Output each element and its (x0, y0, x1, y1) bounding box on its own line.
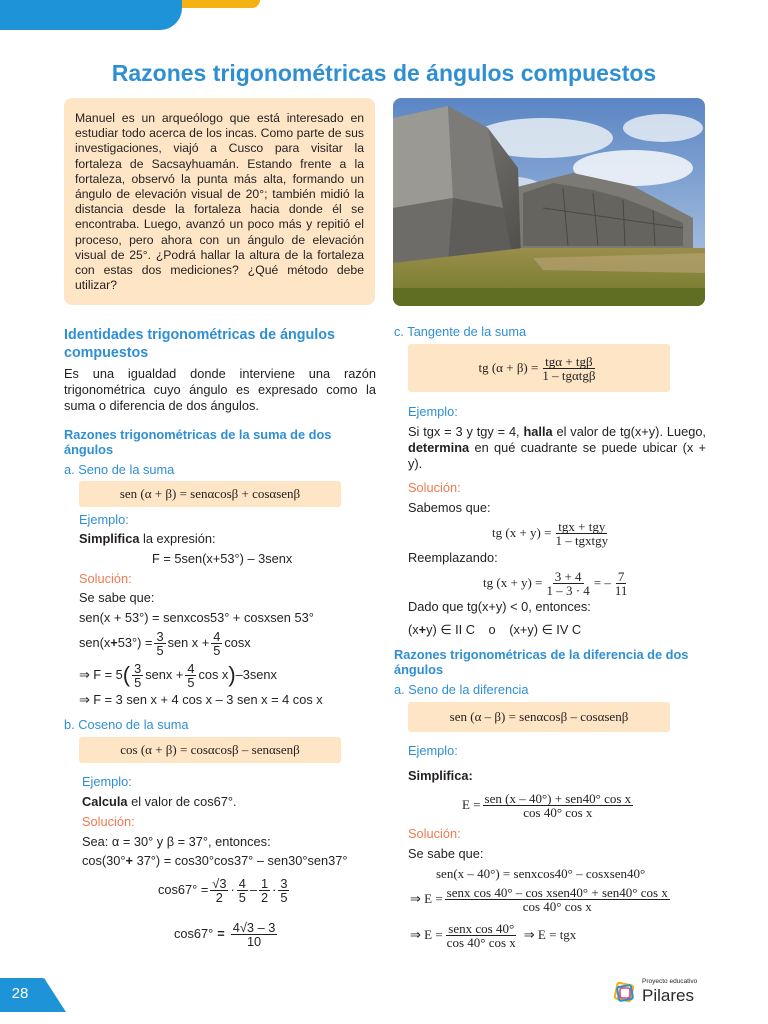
frac-tg (540, 355, 597, 382)
cuad-c: (x+y) ∈ IV C (509, 622, 582, 637)
dado-line: Dado que tg(x+y) < 0, entonces: (408, 599, 591, 614)
E1-line (410, 882, 672, 916)
reemplazando-label: Reemplazando: (408, 550, 498, 565)
intro-text: Manuel es un arqueólogo que está interesado en estudiar todo acerca de los incas. Como parte de sus investigaciones, viajó a Cusco para visitar la fortaleza de Sacsayhuamán. Estando frente a la fortaleza, observó la punta más alta, formando un ángulo de elevación visual de 20°; también midió la distancia desde la fortaleza hacia donde él se encontraba. Luego, avanzó un poco más y repitió el proceso, pero ahora con un ángulo de elevación visual de 25°. ¿Podrá hallar la altura de la fortaleza con estas dos mediciones? ¿Qué método debe utilizar? (75, 111, 364, 293)
l2-plus: + (110, 635, 118, 650)
page-title: Razones trigonométricas de ángulos compuestos (111, 60, 657, 86)
num: 3 (134, 660, 142, 676)
formula-seno-suma (79, 481, 341, 507)
identity-line-1: sen(x + 53°) = senxcos53° + cosxsen 53° (79, 610, 314, 625)
identity-line-3 (79, 659, 277, 691)
frac-3-5b (132, 662, 143, 689)
num: senx cos 40° – cos xsen40° + sen40° cos x (446, 884, 668, 900)
num: 1 (260, 875, 269, 891)
l3-a: ⇒ F = 5 (79, 667, 123, 682)
frac-sqrt3-2 (210, 877, 228, 904)
dot: · (272, 882, 277, 897)
cos-a: cos(30° (82, 853, 126, 868)
l2-c: sen x + (167, 635, 210, 650)
cuadrante-line (408, 622, 581, 638)
paragraph-igualdad: Es una igualdad donde interviene una razón trigonométrica cuyo ángulo es expresado como la suma o diferencia de dos ángulos. (64, 366, 376, 413)
eq: = (217, 926, 225, 941)
frac-4-5c (237, 877, 248, 904)
minus: – (249, 882, 257, 897)
E-definition (462, 788, 635, 822)
reemplazo-lhs: tg (x + y) = (483, 575, 543, 590)
sea-line: Sea: α = 30° y β = 37°, entonces: (82, 834, 271, 849)
item-b-label (64, 717, 189, 733)
intro-box (64, 98, 375, 305)
num: 3 + 4 (554, 568, 582, 584)
cuad-plus: + (418, 622, 427, 637)
simplifica-line (79, 531, 216, 547)
solucion-c-label: Solución: (408, 480, 461, 495)
frac-E1 (445, 886, 670, 913)
expression-F: F = 5sen(x+53°) – 3senx (152, 551, 293, 566)
calcula-line (82, 794, 237, 810)
item-c-letter: c. (394, 324, 404, 339)
solucion-b-label: Solución: (82, 814, 135, 829)
num: sen (x – 40°) + sen40° cos x (484, 790, 632, 806)
frac-3-5c (278, 877, 289, 904)
den: 1 – 3 · 4 (546, 582, 590, 598)
den: 5 (238, 889, 246, 905)
cos67-line (158, 872, 291, 908)
num: 3 (280, 875, 288, 891)
item-a-dif-label (394, 682, 528, 698)
den: 5 (213, 642, 221, 658)
E-lhs: E = (462, 797, 481, 812)
si-paragraph (408, 424, 706, 472)
top-accent-blue (0, 0, 182, 30)
calcula-rest: el valor de cos67°. (127, 794, 237, 809)
num: 4 (187, 660, 195, 676)
cuad-o: o (488, 622, 496, 637)
simplifica-bold: Simplifica (79, 531, 140, 546)
heading-diferencia: Razones trigonométricas de la diferencia de dos ángulos (394, 647, 689, 677)
frac-4-5b (185, 662, 196, 689)
cos67-lhs: cos67° = (158, 882, 209, 897)
frac-tgxy (553, 520, 610, 547)
si-c: en qué cuadrante se puede ubicar (x + y). (408, 440, 706, 471)
tg-sum-line (492, 516, 612, 550)
identity-line-2 (79, 628, 251, 658)
fortress-photo (393, 98, 705, 306)
simplifica-dif: Simplifica: (408, 768, 473, 783)
den: 5 (134, 674, 142, 690)
formula-coseno-suma (79, 737, 341, 763)
formula-seno-diferencia (408, 702, 670, 732)
pilares-logo (612, 976, 722, 1012)
item-b-letter: b. (64, 717, 75, 732)
item-a-dif-letter: a. (394, 682, 405, 697)
si-b: el valor de tg(x+y). Luego, (552, 424, 706, 439)
den: cos 40° cos x (446, 934, 516, 950)
determina: determina (408, 440, 470, 455)
item-c-title: Tangente de la suma (407, 324, 527, 339)
cos67-result (174, 916, 279, 952)
page-tab-slant (44, 978, 66, 1012)
pilares-logo-icon (612, 980, 638, 1006)
num: 4 (238, 875, 246, 891)
den: 11 (614, 582, 628, 598)
den: 5 (280, 889, 288, 905)
formula-coseno-suma-text: cos (α + β) = cosαcosβ – senαsenβ (120, 742, 300, 757)
paren-open: ( (122, 662, 131, 687)
l3-c: cos x (198, 667, 229, 682)
frac-3p4 (544, 570, 591, 597)
cos-sum-line (82, 853, 348, 869)
l2-b: 53°) = (117, 635, 153, 650)
frac-1-2 (259, 877, 270, 904)
l3-d: –3senx (235, 667, 277, 682)
E2-lhs: ⇒ E = (410, 927, 443, 942)
dot: · (230, 882, 235, 897)
cuad-b: y) ∈ II C (426, 622, 475, 637)
den: 5 (156, 642, 164, 658)
num: 4√3 – 3 (232, 919, 276, 935)
frac-4-5 (211, 630, 222, 657)
den: 1 – tgαtgβ (542, 367, 596, 383)
brand-small: Proyecto educativo (642, 978, 698, 985)
den: 5 (187, 674, 195, 690)
formula-tangente-suma (408, 344, 670, 392)
ejemplo-b-label: Ejemplo: (82, 774, 132, 789)
dif-identity-line: sen(x – 40°) = senxcos40° – cosxsen40° (436, 866, 646, 881)
den: cos 40° cos x (523, 804, 593, 820)
num: 3 (156, 628, 164, 644)
num: tgx + tgy (558, 518, 606, 534)
identity-line-4: ⇒ F = 3 sen x + 4 cos x – 3 sen x = 4 cos x (79, 692, 323, 707)
item-c-label (394, 324, 526, 340)
reemplazo-line (483, 566, 631, 600)
l2-a: sen(x (79, 635, 111, 650)
ejemplo-c-label: Ejemplo: (408, 404, 458, 419)
den: 10 (246, 933, 262, 949)
item-a-title: Seno de la suma (78, 462, 175, 477)
num: senx cos 40° (448, 920, 515, 936)
se-sabe-label: Se sabe que: (79, 590, 155, 605)
num: 4 (213, 628, 221, 644)
E2-line (410, 918, 576, 952)
frac-7-11 (613, 570, 630, 597)
heading-identidades: Identidades trigonométricas de ángulos compuestos (64, 327, 335, 361)
paren-close: ) (228, 662, 236, 687)
cos-b: 37°) = cos30°cos37° – sen30°sen37° (133, 853, 348, 868)
cuad-a: (x (408, 622, 419, 637)
ejemplo-label: Ejemplo: (79, 512, 129, 527)
frac-result (231, 921, 278, 948)
l2-d: cosx (224, 635, 251, 650)
num: tgα + tgβ (545, 353, 593, 369)
den: 2 (260, 889, 269, 905)
solucion-label: Solución: (79, 571, 132, 586)
eq-minus: = – (593, 575, 611, 590)
frac-E2 (445, 922, 518, 949)
si-a: Si tgx = 3 y tgy = 4, (408, 424, 524, 439)
formula-seno-suma-text: sen (α + β) = senαcosβ + cosαsenβ (119, 486, 301, 501)
brand-name: Pilares (642, 986, 694, 1005)
solucion-dif-label: Solución: (408, 826, 461, 841)
cos67-res-lhs: cos67° (174, 926, 214, 941)
tg-sum-lhs: tg (x + y) = (492, 525, 552, 540)
E1-lhs: ⇒ E = (410, 891, 443, 906)
simplifica-rest: la expresión: (139, 531, 216, 546)
E2-res: ⇒ E = tgx (523, 927, 577, 942)
heading-suma: Razones trigonométricas de la suma de dos ángulos (64, 427, 332, 457)
calcula-bold: Calcula (82, 794, 128, 809)
page-number: 28 (11, 985, 29, 1002)
ejemplo-dif-label: Ejemplo: (408, 743, 458, 758)
num: √3 (212, 875, 227, 891)
sabemos-label: Sabemos que: (408, 500, 491, 515)
frac-3-5 (154, 630, 165, 657)
item-b-title: Coseno de la suma (78, 717, 189, 732)
l3-b: senx + (145, 667, 184, 682)
item-a-label (64, 462, 174, 478)
formula-seno-dif-text: sen (α – β) = senαcosβ – cosαsenβ (449, 709, 629, 724)
num: 7 (617, 568, 625, 584)
den: 1 – tgxtgy (555, 532, 609, 548)
halla: halla (523, 424, 553, 439)
frac-E (483, 792, 634, 819)
se-sabe-dif: Se sabe que: (408, 846, 484, 861)
den: cos 40° cos x (522, 898, 592, 914)
item-a-dif-title: Seno de la diferencia (408, 682, 529, 697)
cos-plus: + (125, 853, 134, 868)
tg-lhs: tg (α + β) = (478, 360, 539, 375)
den: 2 (215, 889, 223, 905)
item-a-letter: a. (64, 462, 75, 477)
